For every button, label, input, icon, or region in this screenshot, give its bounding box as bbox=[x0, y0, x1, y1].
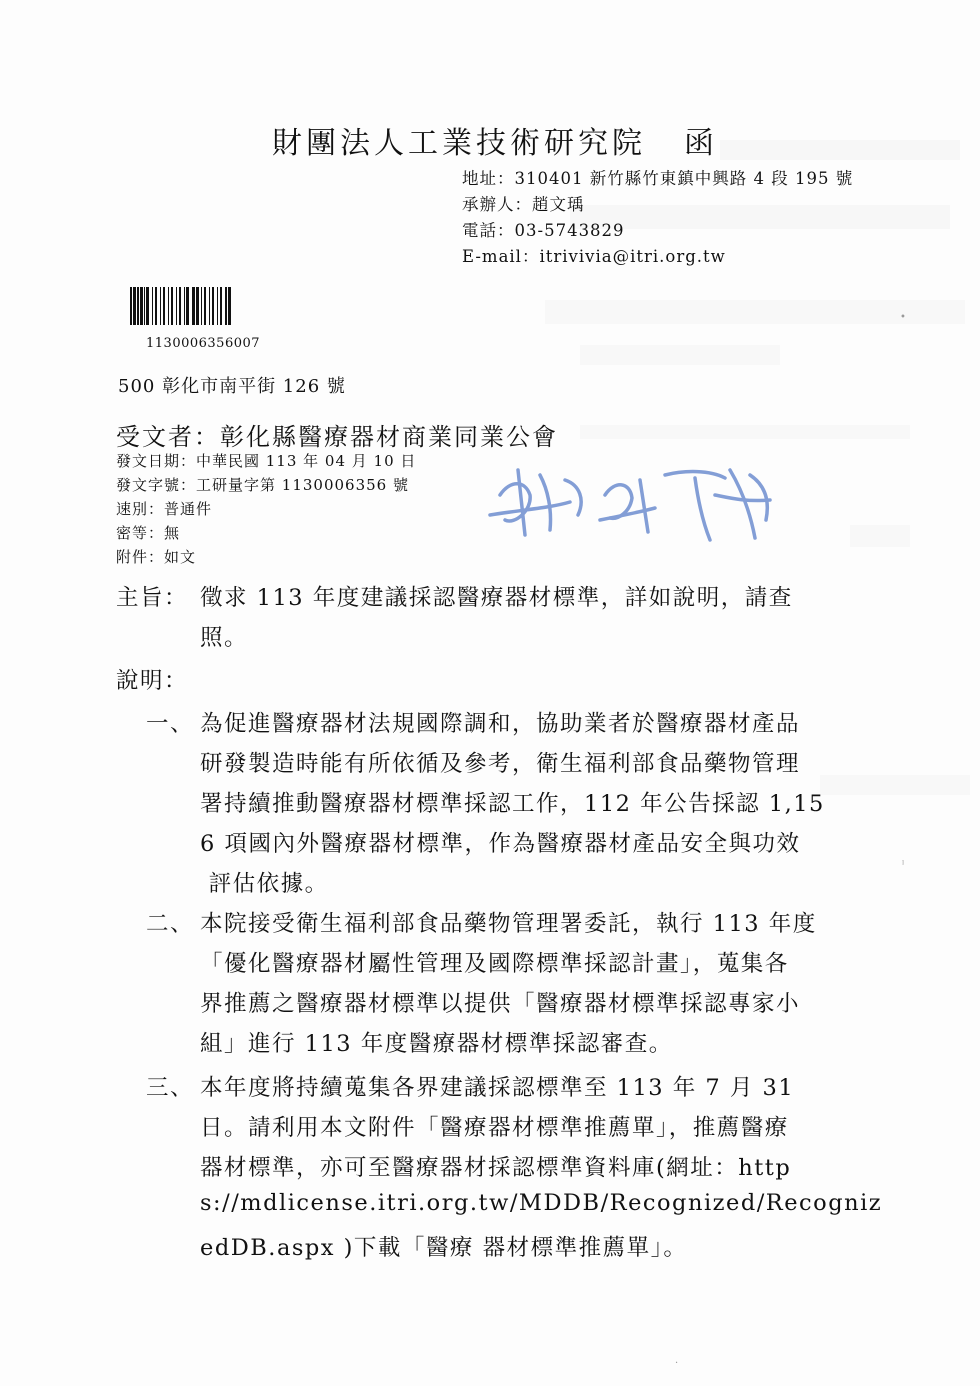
delivery-speed: 速別：普通件 bbox=[116, 500, 213, 518]
explanation-label: 說明： bbox=[116, 668, 189, 694]
document-number: 發文字號：工研量字第 1130006356 號 bbox=[116, 476, 409, 494]
recipient: 受文者：彰化縣醫療器材商業同業公會 bbox=[116, 423, 558, 451]
recipient-address: 500 彰化市南平街 126 號 bbox=[118, 376, 346, 397]
scan-speck: · bbox=[675, 1358, 679, 1369]
item-2-marker: 二、 bbox=[146, 911, 195, 937]
bleed-through-mark bbox=[720, 140, 960, 160]
barcode-gap bbox=[231, 287, 232, 325]
sender-address: 地址：310401 新竹縣竹東鎮中興路 4 段 195 號 bbox=[462, 169, 854, 188]
subject-line-1: 徵求 113 年度建議採認醫療器材標準，詳如說明，請查 bbox=[200, 585, 793, 611]
attachment-note: 附件：如文 bbox=[116, 548, 197, 566]
handwritten-signature bbox=[470, 440, 790, 570]
item-1-line-2: 研發製造時能有所依循及參考，衛生福利部食品藥物管理 bbox=[200, 751, 801, 777]
bleed-through-mark bbox=[570, 205, 950, 229]
item-1-line-3: 署持續推動醫療器材標準採認工作，112 年公告採認 1,15 bbox=[200, 791, 825, 817]
sender-handler: 承辦人：趙文瑀 bbox=[462, 195, 585, 214]
item-2-line-2: 「優化醫療器材屬性管理及國際標準採認計畫」，蒐集各 bbox=[200, 951, 789, 977]
document-type: 函 bbox=[684, 126, 718, 161]
secrecy-level: 密等：無 bbox=[116, 524, 181, 542]
item-1-line-5: 評估依據。 bbox=[200, 871, 329, 897]
sender-phone: 電話：03-5743829 bbox=[462, 221, 625, 240]
barcode-graphic bbox=[130, 287, 280, 325]
item-3-line-2: 日。請利用本文附件「醫療器材標準推薦單」，推薦醫療 bbox=[200, 1115, 789, 1141]
letter-title bbox=[272, 118, 718, 162]
subject-label: 主旨： bbox=[116, 585, 189, 611]
item-3-line-3: 器材標準，亦可至醫療器材採認標準資料庫(網址：http bbox=[200, 1155, 792, 1181]
item-2-line-3: 界推薦之醫療器材標準以提供「醫療器材標準採認專家小 bbox=[200, 991, 801, 1017]
bleed-through-mark bbox=[580, 425, 910, 439]
item-3-marker: 三、 bbox=[146, 1075, 195, 1101]
item-3-line-1: 本年度將持續蒐集各界建議採認標準至 113 年 7 月 31 bbox=[200, 1075, 795, 1101]
barcode-number: 1130006356007 bbox=[146, 336, 261, 351]
item-1-marker: 一、 bbox=[146, 711, 195, 737]
bleed-through-mark bbox=[850, 525, 910, 547]
subject-line-2: 照。 bbox=[200, 625, 249, 651]
sender-email: E-mail：itrivivia@itri.org.tw bbox=[462, 247, 726, 266]
item-3-line-5: edDB.aspx )下載「醫療 器材標準推薦單」。 bbox=[200, 1235, 688, 1261]
item-1-line-4: 6 項國內外醫療器材標準，作為醫療器材產品安全與功效 bbox=[200, 831, 801, 857]
item-2-line-1: 本院接受衛生福利部食品藥物管理署委託，執行 113 年度 bbox=[200, 911, 817, 937]
item-3-line-4: s://mdlicense.itri.org.tw/MDDB/Recognized/Recogniz bbox=[200, 1190, 883, 1216]
item-2-line-4: 組」進行 113 年度醫療器材標準採認審查。 bbox=[200, 1031, 673, 1057]
scan-speck: ˡ bbox=[902, 860, 905, 871]
bleed-through-mark bbox=[580, 345, 780, 365]
issue-date: 發文日期：中華民國 113 年 04 月 10 日 bbox=[116, 452, 417, 470]
organization-name: 財團法人工業技術研究院 bbox=[272, 126, 646, 161]
bleed-through-mark bbox=[820, 775, 970, 795]
item-1-line-1: 為促進醫療器材法規國際調和，協助業者於醫療器材產品 bbox=[200, 711, 801, 737]
scan-speck: • bbox=[900, 312, 906, 323]
